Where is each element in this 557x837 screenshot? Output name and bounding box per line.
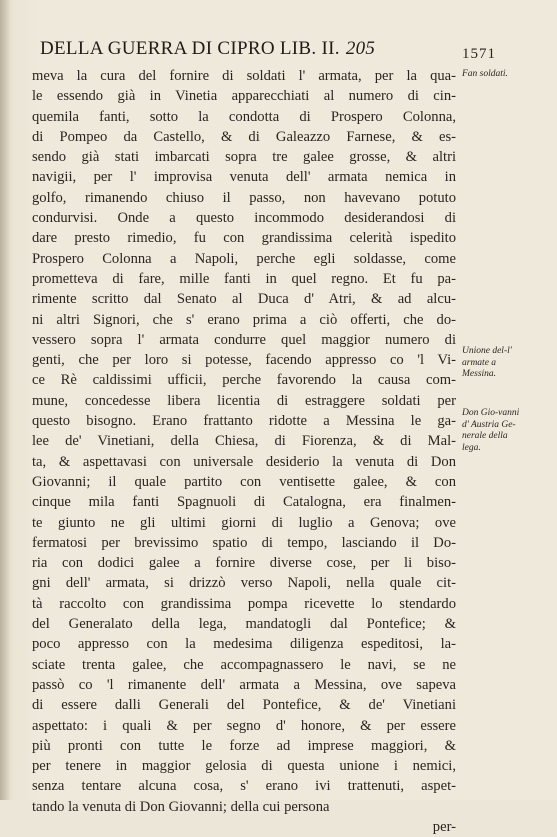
text-line: aspettato: i quali & per segno d' honore, & per essere <box>32 717 456 734</box>
catchword: per- <box>432 818 456 835</box>
text-line: ce Rè caldissimi ufficii, perche favorendo la causa com- <box>32 372 456 389</box>
text-line: senza tentare alcuna cosa, s' erano ivi trattenuti, aspet- <box>32 778 456 795</box>
text-line: questo bisogno. Erano frattanto ridotte a Messina le ga- <box>32 413 456 430</box>
body-text <box>32 66 456 837</box>
page-gutter-shadow <box>0 0 10 800</box>
text-line: del Generalato della lega, mandatogli dal Pontefice; & <box>32 616 456 633</box>
text-line: condurvisi. Onde a questo incommodo desiderandosi di <box>32 210 456 227</box>
text-line: vessero sopra l' armata condurre quel maggior numero di <box>32 331 456 348</box>
text-line: passò co 'l rimanente dell' armata a Messina, ove sapeva <box>32 676 456 693</box>
text-line: dare presto rimedio, fu con grandissima celerità ispedito <box>32 230 456 247</box>
running-title: DELLA GUERRA DI CIPRO LIB. II. <box>40 38 340 59</box>
text-line: ni altri Signori, che s' erano prima a ciò offerti, che do- <box>32 311 456 328</box>
margin-note-unione: Unione del-l' armate a Messina. <box>462 346 512 379</box>
text-line: navigii, per l' improvisa venuta dell' armata nemica in <box>32 169 456 186</box>
text-line: le essendo già in Vinetia apparecchiati al numero di cin- <box>32 88 456 105</box>
text-line: quemila fanti, sotto la condotta di Prospero Colonna, <box>32 108 456 125</box>
text-line: genti, che per loro si potesse, facendo appresso co 'l Vi- <box>32 352 456 369</box>
text-line: golfo, rimanendo chiuso il passo, non havevano potuto <box>32 189 456 206</box>
text-line: tà raccolto con grandissima pompa ricevette lo stendardo <box>32 595 456 612</box>
text-line: Prospero Colonna a Napoli, perche egli soldasse, come <box>32 250 456 267</box>
text-line: tando la venuta di Don Giovanni; della cui persona <box>32 798 330 815</box>
text-line: meva la cura del fornire di soldati l' armata, per la qua- <box>32 68 456 84</box>
page-number: 205 <box>345 38 376 59</box>
text-line: Giovanni; il quale partito con ventisette galee, & con <box>32 473 456 490</box>
text-line: sciate trenta galee, che accompagnassero le navi, se ne <box>32 656 456 673</box>
text-line: per tenere in maggior gelosia di questa unione i nemici, <box>32 758 456 775</box>
text-line: di Pompeo da Castello, & di Galeazzo Farnese, & es- <box>32 128 456 145</box>
margin-note-don-giovanni: Don Gio-vanni d' Austria Ge-nerale della lega. <box>462 408 520 453</box>
text-line: gni dell' armata, si drizzò verso Napoli, nella quale cit- <box>32 575 456 592</box>
text-line: ta, & aspettavasi con universale desiderio la venuta di Don <box>32 453 456 470</box>
text-line: poco appresso con la medesima diligenza espeditosi, la- <box>32 636 456 653</box>
text-line: fermatosi per brevissimo spatio di tempo, lasciando il Do- <box>32 534 456 551</box>
running-header <box>40 38 460 60</box>
margin-note-soldati: Fan soldati. <box>462 69 508 79</box>
text-line: mune, concedesse libera licentia di estraggere soldati per <box>32 392 456 409</box>
text-line: sendo già stati imbarcati sopra tre galee grosse, & altri <box>32 149 456 166</box>
text-line: rimente scritto dal Senato al Duca d' Atri, & ad alcu- <box>32 291 456 308</box>
text-line: te giunto ne gli ultimi giorni di luglio a Genova; ove <box>32 514 456 531</box>
text-line: prometteva di fare, mille fanti in quel regno. Et fu pa- <box>32 270 456 287</box>
margin-year: 1571 <box>462 46 496 62</box>
text-line: più pronti con tutte le forze ad imprese maggiori, & <box>32 737 456 754</box>
text-line: ria con dodici galee a fornire diverse cose, per li biso- <box>32 555 456 572</box>
text-line: di essere dalli Generali del Pontefice, & de' Vinetiani <box>32 697 456 714</box>
text-line: lee de' Vinetiani, della Chiesa, di Fiorenza, & di Mal- <box>32 433 456 450</box>
text-line: cinque mila fanti Spagnuoli di Catalogna, era finalmen- <box>32 494 456 511</box>
